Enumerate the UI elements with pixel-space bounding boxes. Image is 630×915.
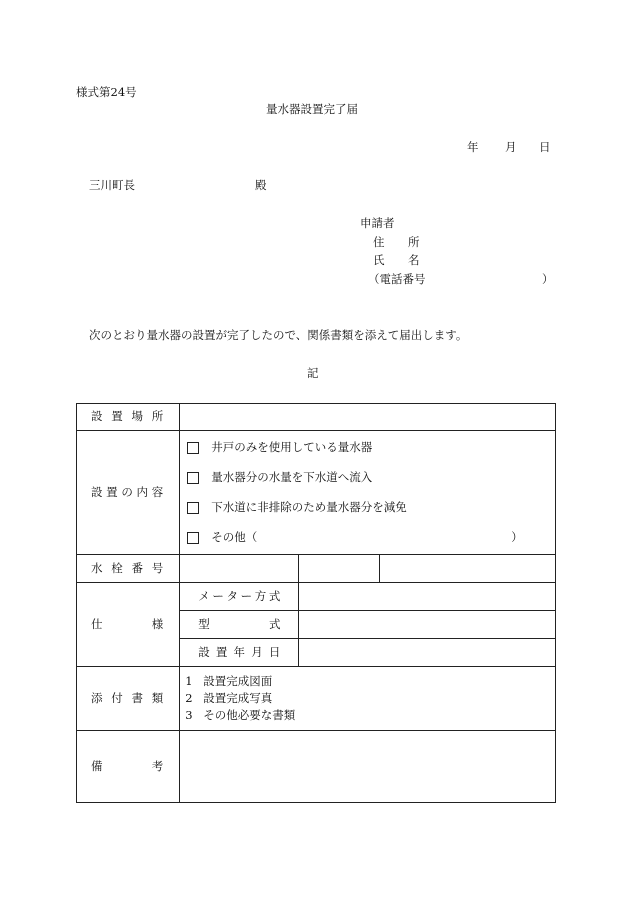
install-date-label: 設 置 年 月 日	[180, 639, 299, 667]
meter-type-value[interactable]	[299, 583, 556, 611]
remarks-row	[77, 731, 556, 803]
install-date-value[interactable]	[299, 639, 556, 667]
content-option-other[interactable]: その他（ ）	[180, 523, 555, 553]
form-table	[76, 403, 556, 803]
tap-number-cell-1[interactable]	[180, 555, 299, 583]
model-value[interactable]	[299, 611, 556, 639]
content-label: 設 置 の 内 容	[77, 431, 180, 555]
content-options	[180, 431, 556, 555]
date-year-label: 年	[467, 140, 479, 154]
page-title: 量水器設置完了届	[266, 102, 358, 116]
spec-row-meter	[77, 583, 556, 611]
applicant-address-label-2: 所	[408, 235, 420, 249]
attachments-row	[77, 667, 556, 731]
applicant-address-label-1: 住	[373, 235, 385, 249]
checkbox-icon[interactable]	[187, 532, 199, 544]
checkbox-icon[interactable]	[187, 502, 199, 514]
location-label: 設 置 場 所	[77, 404, 180, 431]
other-close-paren: ）	[511, 529, 523, 544]
checkbox-icon[interactable]	[187, 442, 199, 454]
applicant-phone-label: （電話番号	[368, 272, 426, 286]
attachment-item: 3 その他必要な書類	[185, 708, 296, 722]
applicant-phone-close: ）	[542, 272, 554, 286]
applicant-heading: 申請者	[360, 216, 395, 230]
tap-number-label: 水 栓 番 号	[77, 555, 180, 583]
date-month-label: 月	[505, 140, 517, 154]
attachment-item: 2 設置完成写真	[185, 691, 273, 705]
content-option-sewer-inflow[interactable]: 量水器分の水量を下水道へ流入	[180, 463, 555, 493]
content-row	[77, 431, 556, 555]
attachments-list	[180, 667, 556, 731]
remarks-value[interactable]	[180, 731, 556, 803]
remarks-label: 備 考	[77, 731, 180, 803]
tap-number-row	[77, 555, 556, 583]
body-text: 次のとおり量水器の設置が完了したので、関係書類を添えて届出します。	[89, 328, 468, 342]
applicant-name-label-1: 氏	[373, 253, 385, 267]
addressee-name: 三川町長	[89, 178, 135, 192]
location-row	[77, 404, 556, 431]
form-number: 様式第24号	[76, 85, 137, 99]
date-day-label: 日	[539, 140, 551, 154]
location-value[interactable]	[180, 404, 556, 431]
attachments-label: 添 付 書 類	[77, 667, 180, 731]
ki-marker: 記	[307, 366, 319, 380]
checkbox-icon[interactable]	[187, 472, 199, 484]
tap-number-cell-3[interactable]	[379, 555, 555, 583]
attachment-item: 1 設置完成図面	[185, 674, 273, 688]
model-label: 型 式	[180, 611, 299, 639]
spec-label: 仕 様	[77, 583, 180, 667]
content-option-sewer-exempt[interactable]: 下水道に非排除のため量水器分を減免	[180, 493, 555, 523]
addressee-honorific: 殿	[255, 178, 267, 192]
meter-type-label: メ ー タ ー 方 式	[180, 583, 299, 611]
content-option-well[interactable]: 井戸のみを使用している量水器	[180, 433, 555, 463]
tap-number-cell-2[interactable]	[299, 555, 379, 583]
applicant-name-label-2: 名	[408, 253, 420, 267]
